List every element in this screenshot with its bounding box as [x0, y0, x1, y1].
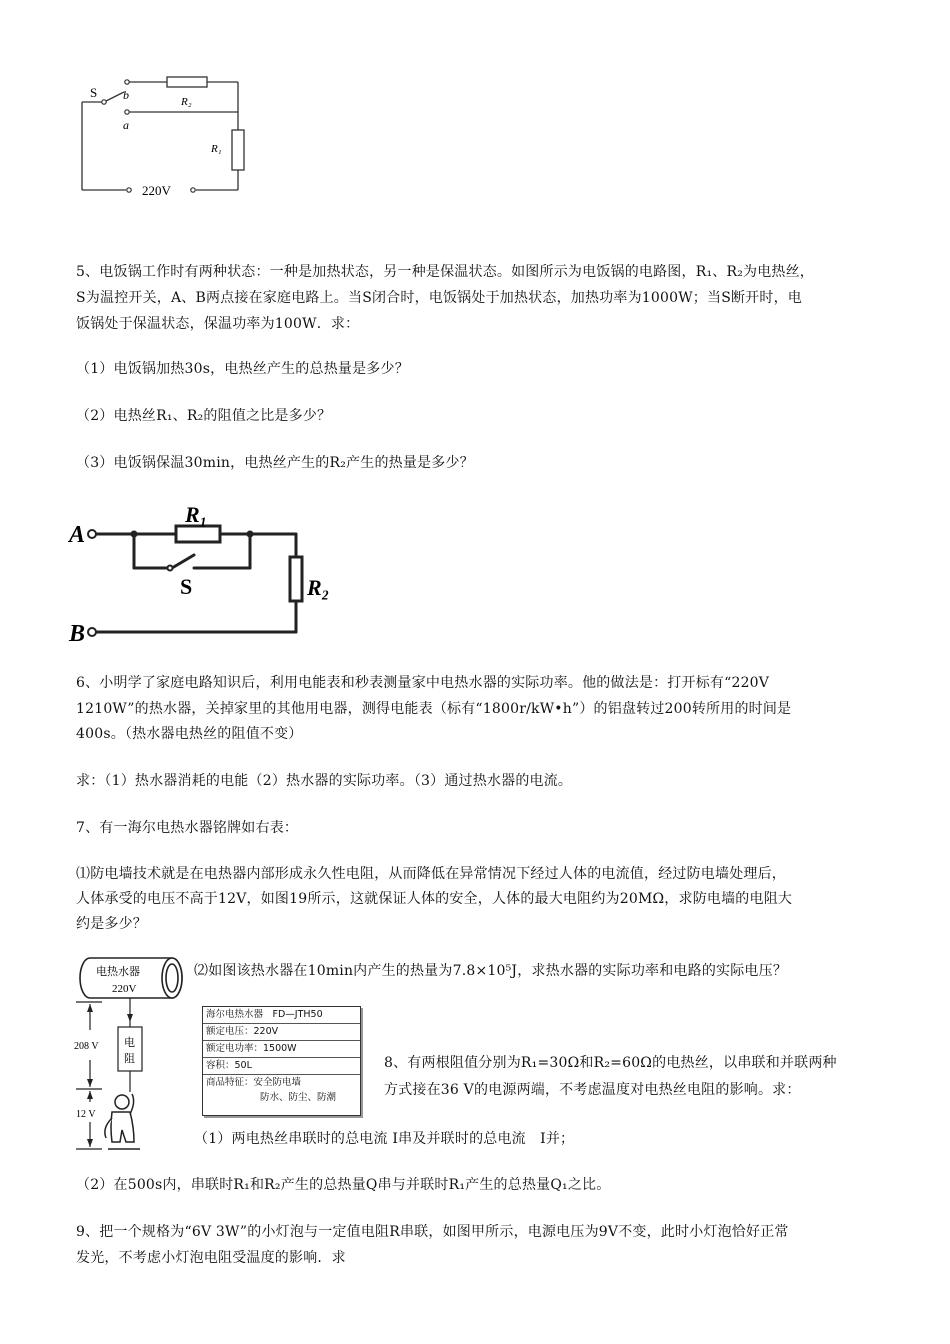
nameplate-row: 海尔电热水器 FD—JTH50: [203, 1007, 360, 1024]
fig2-label-s: S: [180, 574, 193, 599]
q8-sub-2: （2）在500s内，串联时R₁和R₂产生的总热量Q串与并联时R₁产生的总热量Q₁之比。: [76, 1177, 611, 1193]
q5-line-1: 5、电饭锅工作时有两种状态：一种是加热状态，另一种是保温状态。如图所示为电饭锅的电路图，R₁、R₂为电热丝，: [76, 264, 815, 280]
q7-p1-line-1: ⑴防电墙技术就是在电热器内部形成永久性电阻，从而降低在异常情况下经过人体的电流值，经过防电墙处理后，: [76, 866, 786, 882]
q7-p2: ⑵如图该热水器在10min内产生的热量为7.8×10⁵J，求热水器的实际功率和电路的实际电压？: [194, 963, 788, 979]
fig2-label-r1: R₁: [185, 502, 208, 527]
q6-line-3: 400s。（热水器电热丝的阻值不变）: [76, 726, 303, 742]
circuit-diagram-switch-ab: [70, 70, 270, 205]
circuit-diagram-ab: [68, 495, 348, 645]
resistor-label-1: 电: [124, 1037, 135, 1049]
heater-nameplate: [202, 1006, 361, 1116]
fig1-label-b: b: [123, 88, 129, 102]
q9-line-2: 发光，不考虑小灯泡电阻受温度的影响．求: [76, 1250, 346, 1266]
fig1-label-r1: R₁: [211, 143, 222, 155]
q5-sub-1: （1）电饭锅加热30s，电热丝产生的总热量是多少？: [76, 361, 409, 377]
nameplate-row: [203, 1075, 360, 1105]
voltage-lower: 12 V: [76, 1109, 96, 1120]
nameplate-features-extra: 防水、防尘、防潮: [260, 1092, 337, 1103]
person-figure: [105, 1094, 140, 1149]
q6-ask: 求：（1）热水器消耗的电能（2）热水器的实际功率。（3）通过热水器的电流。: [76, 773, 573, 789]
fig1-label-a: a: [123, 118, 129, 132]
q5-line-3: 饭锅处于保温状态，保温功率为100W．求：: [76, 316, 360, 332]
q9-line-1: 9、把一个规格为“6V 3W”的小灯泡与一定值电阻R串联，如图甲所示，电源电压为9V不变，此时小灯泡恰好正常: [76, 1224, 789, 1240]
fig1-label-r2: R₂: [181, 96, 192, 108]
q6-line-1: 6、小明学了家庭电路知识后，利用电能表和秒表测量家中电热水器的实际功率。他的做法是：打开标有“220V: [76, 675, 770, 691]
nameplate-row: 额定电压：220V: [203, 1024, 360, 1041]
q7-p1-line-2: 人体承受的电压不高于12V，如图19所示，这就保证人体的安全，人体的最大电阻约为20MΩ，求防电墙的电阻大: [76, 891, 793, 907]
q7-intro: 7、有一海尔电热水器铭牌如右表：: [76, 820, 299, 836]
fig2-label-r2: R₂: [307, 575, 330, 600]
q7-p1-line-3: 约是多少？: [76, 916, 147, 932]
q5-sub-2: （2）电热丝R₁、R₂的阻值之比是多少？: [76, 408, 332, 424]
fig1-voltage: 220V: [142, 183, 171, 198]
voltage-upper: 208 V: [74, 1041, 99, 1052]
nameplate-row: 额定电功率：1500W: [203, 1041, 360, 1058]
q8-line-1: 8、有两根阻值分别为R₁=30Ω和R₂=60Ω的电热丝，以串联和并联两种: [384, 1055, 837, 1071]
q5-sub-3: （3）电饭锅保温30min，电热丝产生的R₂产生的热量是多少？: [76, 455, 474, 471]
fig1-label-s: S: [90, 85, 98, 100]
tank-voltage: 220V: [112, 983, 137, 995]
fig2-label-b: B: [69, 621, 86, 645]
q6-line-2: 1210W”的热水器，关掉家里的其他用电器，测得电能表（标有“1800r/kW•h”）的铝盘转过200转所用的时间是: [76, 701, 792, 717]
q8-sub-1: （1）两电热丝串联时的总电流 I串及并联时的总电流 I并；: [194, 1131, 575, 1147]
nameplate-row: 容积：50L: [203, 1058, 360, 1075]
water-heater-figure: [72, 952, 202, 1157]
tank-label: 电热水器: [96, 966, 140, 978]
fig2-label-a: A: [69, 522, 86, 548]
q8-line-2: 方式接在36 V的电源两端，不考虑温度对电热丝电阻的影响。求：: [384, 1082, 801, 1098]
q5-line-2: S为温控开关，A、B两点接在家庭电路上。当S闭合时，电饭锅处于加热状态，加热功率为1000W；当S断开时，电: [76, 290, 802, 306]
resistor-label-2: 阻: [124, 1053, 135, 1065]
nameplate-features: 商品特征：安全防电墙: [206, 1077, 302, 1088]
